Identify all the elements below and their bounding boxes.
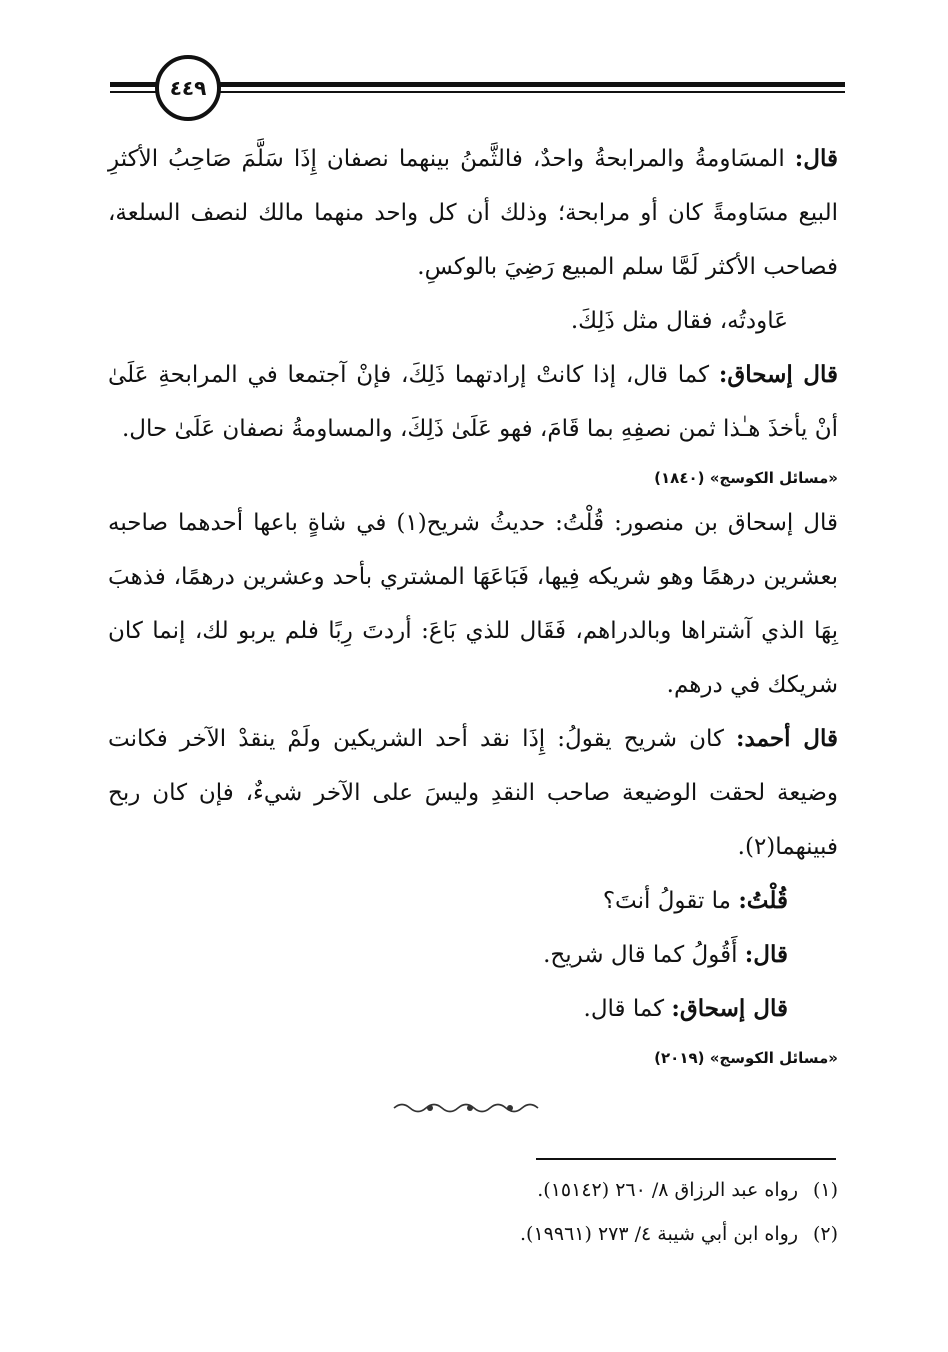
paragraph-qultu (108, 874, 838, 928)
paragraph-ishaq-2 (108, 982, 838, 1036)
footnote (108, 1168, 838, 1212)
speaker-label: قال أحمد: (736, 725, 838, 752)
main-text (108, 132, 838, 1076)
section-divider-ornament (390, 1098, 550, 1118)
paragraph-text: المسَاومةُ والمرابحةُ واحدٌ، فالثَّمنُ بينهما نصفان إِذَا سَلَّمَ صَاحِبُ الأكثرِ البيع مسَاومةً كان أو مرابحة؛ وذلك أن كل واحد منهما مالك لنصف السلعة، فصاحب الأكثر لَمَّا سلم المبيع رَضِيَ بالوكسِ. (108, 146, 838, 280)
paragraph-text: عَاودتُه، فقال مثل ذَلِكَ. (570, 308, 788, 334)
paragraph-text: كما قال. (583, 996, 672, 1022)
footnote-separator (536, 1158, 836, 1160)
speaker-label: قال: (794, 145, 838, 172)
page-number-circle (155, 55, 221, 121)
paragraph-qal-2 (108, 928, 838, 982)
paragraph-awadtuh (108, 294, 838, 348)
footnote (108, 1212, 838, 1256)
paragraph-text: كان شريح يقولُ: إِذَا نقد أحد الشريكين ولَمْ ينقدْ الآخر فكانت وضيعة لحقت الوضيعة صاحب النقدِ وليسَ على الآخر شيءٌ، فإن كان ربح فبينهما(٢). (108, 726, 838, 860)
source-reference: «مسائل الكوسج» (١٨٤٠) (654, 469, 838, 487)
footnote-number: (١) (812, 1179, 838, 1201)
speaker-label: قال إسحاق: (718, 361, 838, 388)
paragraph-text: ما تقولُ أنتَ؟ (602, 888, 739, 914)
page-header (110, 52, 845, 132)
speaker-label: قُلْتُ: (738, 887, 788, 914)
paragraph-ishaq (108, 348, 838, 456)
footnote-number: (٢) (812, 1223, 838, 1245)
paragraph-qal (108, 132, 838, 294)
paragraph-ishaq-bin-mansur (108, 496, 838, 712)
source-reference: «مسائل الكوسج» (٢٠١٩) (654, 1049, 838, 1067)
footnote-text: رواه ابن أبي شيبة ٤/ ٢٧٣ (١٩٩٦١). (520, 1223, 798, 1245)
footnotes (108, 1168, 838, 1256)
footnote-text: رواه عبد الرزاق ٨/ ٢٦٠ (١٥١٤٢). (537, 1179, 798, 1201)
speaker-label: قال إسحاق: (671, 995, 788, 1022)
page-number: ٤٤٩ (169, 76, 207, 100)
paragraph-text: كما قال، إذا كانتْ إرادتهما ذَلِكَ، فإنْ آجتمعا في المرابحةِ عَلَىٰ أنْ يأخذَ هـٰذا ثمن نصفِهِ بما قَامَ، فهو عَلَىٰ ذَلِكَ، والمساومةُ نصفان عَلَىٰ حال. (108, 362, 838, 442)
paragraph-text: قال إسحاق بن منصور: قُلْتُ: حديثُ شريح(١) في شاةٍ باعها أحدهما صاحبه بعشرين درهمًا وهو شريكه فِيها، فَبَاعَهَا المشتري بأحد وعشرين درهمًا، فذهبَ بِهَا الذي آشتراها وبالدراهم، فَقَال للذي بَاعَ: أردتَ رِبًا فلم يربو لك، إنما كان شريكك في درهم. (108, 510, 839, 698)
paragraph-text: أَقُولُ كما قال شريح. (543, 942, 745, 968)
speaker-label: قال: (744, 941, 788, 968)
paragraph-ahmad (108, 712, 838, 874)
